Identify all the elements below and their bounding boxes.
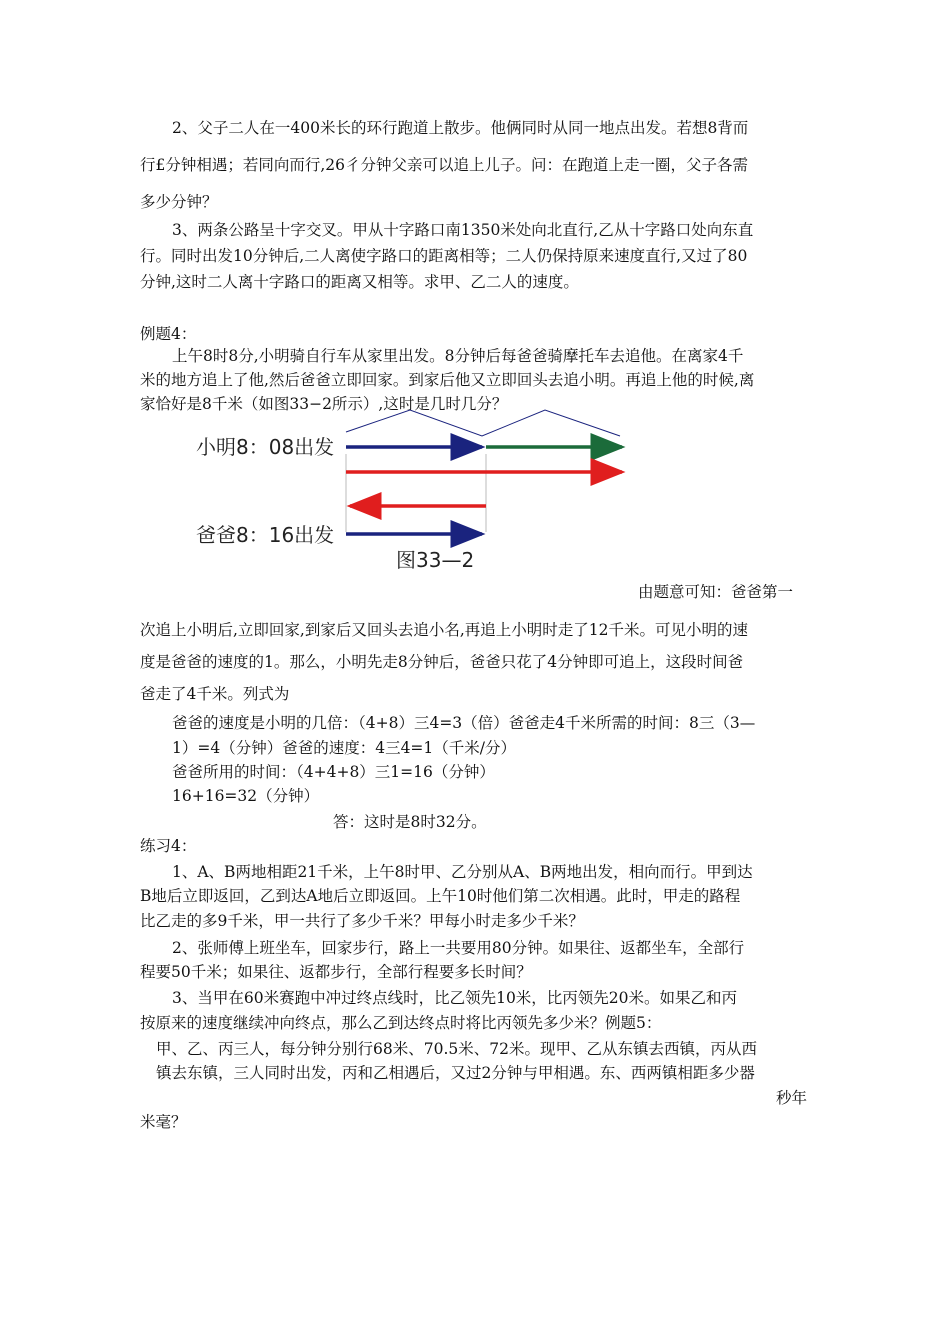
- practice-q3-line-2: 按原来的速度继续冲向终点，那么乙到达终点时将比丙领先多少米？例题5：: [140, 1014, 662, 1032]
- label-baba: 爸爸8：16出发: [196, 523, 335, 547]
- formula-line-1: 爸爸的速度是小明的几倍：（4+8）三4=3（倍）爸爸走4千米所需的时间：8三（3—: [172, 714, 756, 732]
- practice-q1-line-1: 1、A、B两地相距21千米，上午8时甲、乙分别从A、B两地出发，相向而行。甲到达: [172, 863, 753, 881]
- formula-line-2: 1）=4（分钟）爸爸的速度：4三4=1（千米/分）: [172, 739, 517, 757]
- formula-line-4: 16+16=32（分钟）: [172, 787, 320, 805]
- solution-line-0: 由题意可知：爸爸第一: [638, 583, 794, 601]
- practice-4-heading: 练习4：: [140, 837, 197, 855]
- label-xiaoming: 小明8：08出发: [196, 435, 335, 459]
- problem-3-line-3: 分钟,这时二人离十字路口的距离又相等。求甲、乙二人的速度。: [140, 273, 579, 291]
- figure-33-2: [190, 386, 630, 572]
- practice-q1-line-2: B地后立即返回，乙到达A地后立即返回。上午10时他们第二次相遇。此时，甲走的路程: [140, 887, 741, 905]
- problem-2-line-2: 行£分钟相遇；若同向而行,26彳分钟父亲可以追上儿子。问：在跑道上走一圈，父子各需: [140, 156, 749, 174]
- problem-3-line-1: 3、两条公路呈十字交叉。甲从十字路口南1350米处向北直行,乙从十字路口处向东直: [172, 221, 754, 239]
- problem-2-line-1: 2、父子二人在一400米长的环行跑道上散步。他俩同时从同一地点出发。若想8背而: [172, 119, 749, 137]
- example-5-line-2: 镇去东镇，三人同时出发，丙和乙相遇后，又过2分钟与甲相遇。东、西两镇相距多少器: [156, 1064, 755, 1082]
- practice-q3-line-1: 3、当甲在60米赛跑中冲过终点线时，比乙领先10米，比丙领先20米。如果乙和丙: [172, 989, 738, 1007]
- solution-line-1: 次追上小明后,立即回家,到家后又回头去追小名,再追上小明时走了12千米。可见小明的速: [140, 621, 749, 639]
- solution-line-3: 爸走了4千米。列式为: [140, 685, 290, 703]
- example-5-line-4: 米毫？: [140, 1113, 187, 1131]
- example-5-line-1: 甲、乙、丙三人，每分钟分别行68米、70.5米、72米。现甲、乙从东镇去西镇，丙从西: [156, 1040, 757, 1058]
- example-4-line-1: 上午8时8分,小明骑自行车从家里出发。8分钟后每爸爸骑摩托车去追他。在离家4千: [172, 347, 744, 365]
- example-4-line-3: 家恰好是8千米（如图33−2所示）,这时是几时几分？: [140, 395, 508, 413]
- formula-line-3: 爸爸所用的时间：（4+4+8）三1=16（分钟）: [172, 763, 495, 781]
- example-4-line-2: 米的地方追上了他,然后爸爸立即回家。到家后他又立即回头去追小明。再追上他的时候,离: [140, 371, 755, 389]
- figure-caption: 图33—2: [396, 548, 475, 572]
- solution-line-2: 度是爸爸的速度的1。那么，小明先走8分钟后，爸爸只花了4分钟即可追上，这段时间爸: [140, 653, 744, 671]
- problem-3-line-2: 行。同时出发10分钟后,二人离使字路口的距离相等；二人仍保持原来速度直行,又过了80: [140, 247, 748, 265]
- problem-2-line-3: 多少分钟？: [140, 193, 218, 211]
- distance-bracket: [346, 410, 620, 436]
- answer-line: 答：这时是8时32分。: [333, 813, 487, 831]
- example-4-heading: 例题4：: [140, 325, 197, 343]
- example-5-line-3: 秒年: [776, 1089, 808, 1107]
- practice-q2-line-2: 程要50千米；如果往、返都步行，全部行程要多长时间？: [140, 963, 532, 981]
- practice-q2-line-1: 2、张师傅上班坐车，回家步行，路上一共要用80分钟。如果往、返都坐车，全部行: [172, 939, 745, 957]
- practice-q1-line-3: 比乙走的多9千米，甲一共行了多少千米？甲每小时走多少千米？: [140, 912, 584, 930]
